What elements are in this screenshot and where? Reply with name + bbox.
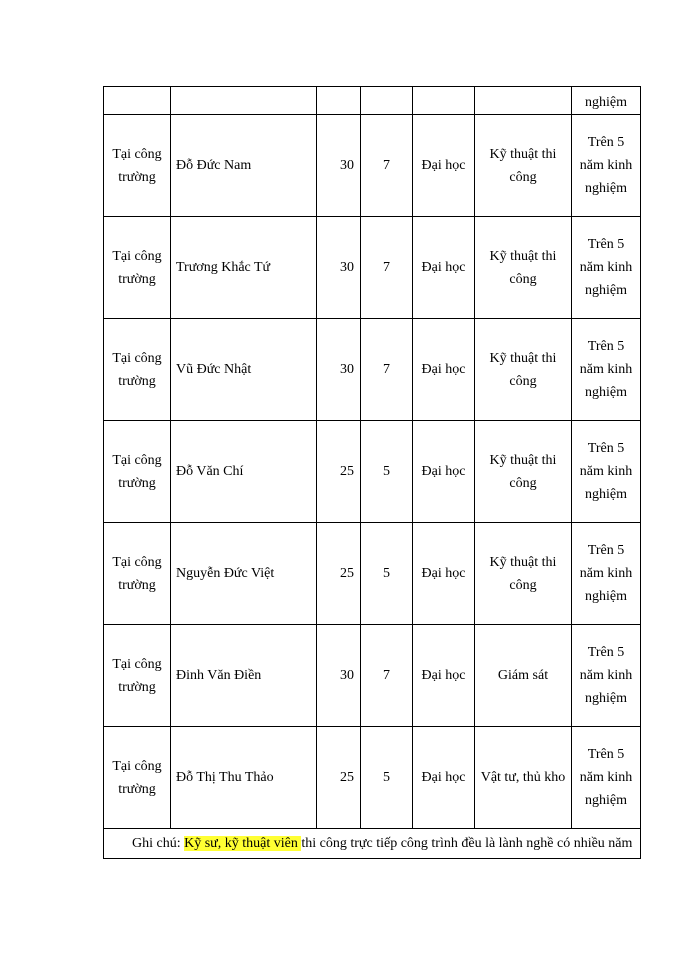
cell-position: Kỹ thuật thi công bbox=[475, 217, 572, 319]
note-highlight: Kỹ sư, kỹ thuật viên bbox=[184, 836, 302, 851]
cell-empty bbox=[317, 87, 361, 115]
cell-position: Kỹ thuật thi công bbox=[475, 421, 572, 523]
cell-name: Nguyễn Đức Việt bbox=[171, 523, 317, 625]
cell-value-a: 25 bbox=[317, 421, 361, 523]
cell-value-a: 30 bbox=[317, 625, 361, 727]
cell-value-b: 7 bbox=[361, 115, 413, 217]
cell-experience: Trên 5 năm kinh nghiệm bbox=[572, 217, 641, 319]
cell-name: Đỗ Thị Thu Thảo bbox=[171, 727, 317, 829]
cell-value-a: 30 bbox=[317, 319, 361, 421]
cell-name: Trương Khắc Tứ bbox=[171, 217, 317, 319]
cell-value-b: 7 bbox=[361, 625, 413, 727]
cell-position: Kỹ thuật thi công bbox=[475, 523, 572, 625]
table-row bbox=[104, 625, 641, 727]
cell-experience-continued: nghiệm bbox=[572, 87, 641, 115]
cell-location: Tại công trường bbox=[104, 217, 171, 319]
table-row bbox=[104, 421, 641, 523]
cell-degree: Đại học bbox=[413, 523, 475, 625]
cell-position: Kỹ thuật thi công bbox=[475, 115, 572, 217]
cell-experience: Trên 5 năm kinh nghiệm bbox=[572, 421, 641, 523]
cell-empty bbox=[475, 87, 572, 115]
cell-experience: Trên 5 năm kinh nghiệm bbox=[572, 319, 641, 421]
cell-value-a: 30 bbox=[317, 217, 361, 319]
cell-degree: Đại học bbox=[413, 421, 475, 523]
table-row-continued bbox=[104, 87, 641, 115]
note-prefix: Ghi chú: bbox=[132, 836, 185, 851]
cell-location: Tại công trường bbox=[104, 115, 171, 217]
table-row bbox=[104, 115, 641, 217]
cell-position: Giám sát bbox=[475, 625, 572, 727]
cell-location: Tại công trường bbox=[104, 319, 171, 421]
cell-location: Tại công trường bbox=[104, 727, 171, 829]
cell-value-b: 7 bbox=[361, 217, 413, 319]
note-row bbox=[104, 829, 641, 859]
cell-position: Vật tư, thủ kho bbox=[475, 727, 572, 829]
cell-value-b: 5 bbox=[361, 421, 413, 523]
cell-value-b: 5 bbox=[361, 523, 413, 625]
cell-location: Tại công trường bbox=[104, 625, 171, 727]
cell-value-a: 30 bbox=[317, 115, 361, 217]
cell-position: Kỹ thuật thi công bbox=[475, 319, 572, 421]
table-row bbox=[104, 217, 641, 319]
cell-name: Đinh Văn Điền bbox=[171, 625, 317, 727]
staff-table bbox=[103, 86, 641, 859]
cell-experience: Trên 5 năm kinh nghiệm bbox=[572, 727, 641, 829]
cell-value-a: 25 bbox=[317, 523, 361, 625]
cell-value-b: 5 bbox=[361, 727, 413, 829]
cell-empty bbox=[361, 87, 413, 115]
cell-location: Tại công trường bbox=[104, 523, 171, 625]
cell-degree: Đại học bbox=[413, 217, 475, 319]
cell-value-b: 7 bbox=[361, 319, 413, 421]
table-row bbox=[104, 319, 641, 421]
cell-experience: Trên 5 năm kinh nghiệm bbox=[572, 523, 641, 625]
cell-empty bbox=[171, 87, 317, 115]
cell-empty bbox=[413, 87, 475, 115]
table-row bbox=[104, 727, 641, 829]
cell-degree: Đại học bbox=[413, 115, 475, 217]
cell-name: Đỗ Đức Nam bbox=[171, 115, 317, 217]
cell-empty bbox=[104, 87, 171, 115]
cell-location: Tại công trường bbox=[104, 421, 171, 523]
cell-degree: Đại học bbox=[413, 625, 475, 727]
cell-experience: Trên 5 năm kinh nghiệm bbox=[572, 115, 641, 217]
cell-name: Vũ Đức Nhật bbox=[171, 319, 317, 421]
cell-degree: Đại học bbox=[413, 727, 475, 829]
cell-name: Đỗ Văn Chí bbox=[171, 421, 317, 523]
table-row bbox=[104, 523, 641, 625]
cell-experience: Trên 5 năm kinh nghiệm bbox=[572, 625, 641, 727]
note-cell bbox=[104, 829, 641, 859]
cell-value-a: 25 bbox=[317, 727, 361, 829]
note-suffix: thi công trực tiếp công trình đều là lành nghề có nhiều năm bbox=[301, 836, 633, 851]
cell-degree: Đại học bbox=[413, 319, 475, 421]
